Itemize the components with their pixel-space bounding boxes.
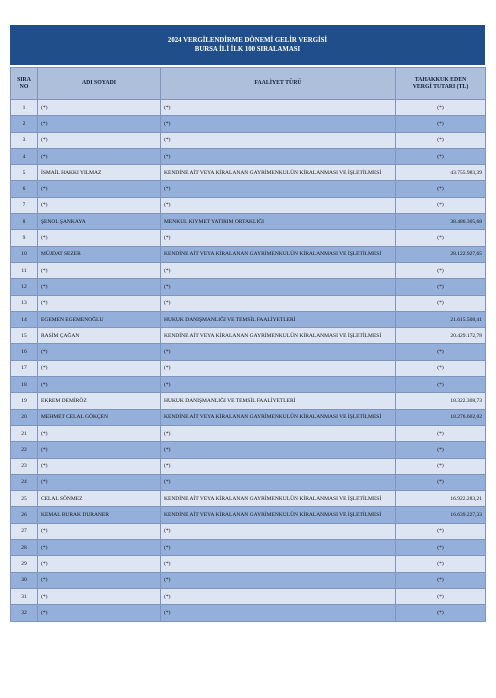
row-amount: (*)	[396, 181, 486, 197]
row-name: (*)	[38, 556, 161, 572]
row-activity: (*)	[161, 442, 396, 458]
row-number: 14	[11, 311, 38, 327]
row-number: 31	[11, 588, 38, 604]
row-number: 23	[11, 458, 38, 474]
row-number: 17	[11, 360, 38, 376]
row-name: (*)	[38, 148, 161, 164]
row-activity: HUKUK DANIŞMANLIĞI VE TEMSİL FAALİYETLERİ	[161, 393, 396, 409]
row-amount: 16.639.227,33	[396, 507, 486, 523]
table-row	[11, 214, 486, 230]
table-row	[11, 409, 486, 425]
title-line-1: 2024 VERGİLENDİRME DÖNEMİ GELİR VERGİSİ	[167, 37, 328, 44]
row-activity: KENDİNE AİT VEYA KİRALANAN GAYRİMENKULÜN KİRALANMASI VE İŞLETİLMESİ	[161, 409, 396, 425]
row-number: 28	[11, 540, 38, 556]
row-number: 22	[11, 442, 38, 458]
row-name: (*)	[38, 230, 161, 246]
row-number: 2	[11, 116, 38, 132]
row-number: 30	[11, 572, 38, 588]
row-activity: (*)	[161, 474, 396, 490]
row-number: 11	[11, 262, 38, 278]
row-amount: (*)	[396, 605, 486, 621]
row-name: (*)	[38, 540, 161, 556]
header-row	[11, 68, 486, 100]
table-row	[11, 197, 486, 213]
header-name: ADI SOYADI	[38, 68, 161, 100]
row-amount: (*)	[396, 458, 486, 474]
row-activity: (*)	[161, 377, 396, 393]
row-number: 9	[11, 230, 38, 246]
row-activity: (*)	[161, 458, 396, 474]
row-name: (*)	[38, 100, 161, 116]
row-amount: 18.276.602,02	[396, 409, 486, 425]
table-row	[11, 605, 486, 621]
row-activity: (*)	[161, 605, 396, 621]
row-activity: KENDİNE AİT VEYA KİRALANAN GAYRİMENKULÜN KİRALANMASI VE İŞLETİLMESİ	[161, 165, 396, 181]
row-name: (*)	[38, 377, 161, 393]
row-number: 5	[11, 165, 38, 181]
header-no-line-1: SIRA	[17, 76, 31, 83]
row-name: (*)	[38, 132, 161, 148]
row-activity: (*)	[161, 197, 396, 213]
row-name: (*)	[38, 279, 161, 295]
header-no	[11, 68, 38, 100]
row-activity: KENDİNE AİT VEYA KİRALANAN GAYRİMENKULÜN KİRALANMASI VE İŞLETİLMESİ	[161, 246, 396, 262]
table-row	[11, 507, 486, 523]
table-row	[11, 230, 486, 246]
table-row	[11, 523, 486, 539]
row-number: 3	[11, 132, 38, 148]
row-activity: KENDİNE AİT VEYA KİRALANAN GAYRİMENKULÜN KİRALANMASI VE İŞLETİLMESİ	[161, 507, 396, 523]
table-row	[11, 116, 486, 132]
row-name: (*)	[38, 588, 161, 604]
row-activity: (*)	[161, 116, 396, 132]
row-activity: (*)	[161, 425, 396, 441]
title-line-2: BURSA İLİ İLK 100 SIRALAMASI	[194, 46, 301, 53]
row-amount: 28.122.927,65	[396, 246, 486, 262]
row-amount: (*)	[396, 230, 486, 246]
row-name: (*)	[38, 605, 161, 621]
row-name: KEMAL BURAK DURANER	[38, 507, 161, 523]
row-amount: (*)	[396, 360, 486, 376]
row-activity: (*)	[161, 523, 396, 539]
row-number: 27	[11, 523, 38, 539]
table-row	[11, 148, 486, 164]
row-name: (*)	[38, 523, 161, 539]
table-row	[11, 262, 486, 278]
row-activity: MENKUL KIYMET YATIRIM ORTAKLIĞI	[161, 214, 396, 230]
table-body	[11, 100, 486, 622]
row-activity: (*)	[161, 279, 396, 295]
row-name: (*)	[38, 116, 161, 132]
row-amount: (*)	[396, 572, 486, 588]
row-activity: (*)	[161, 572, 396, 588]
row-amount: 21.615.508,41	[396, 311, 486, 327]
row-number: 32	[11, 605, 38, 621]
table-row	[11, 393, 486, 409]
row-number: 21	[11, 425, 38, 441]
row-amount: (*)	[396, 556, 486, 572]
row-name: MEHMET CELAL GÖKÇEN	[38, 409, 161, 425]
row-name: (*)	[38, 181, 161, 197]
row-number: 18	[11, 377, 38, 393]
table-row	[11, 474, 486, 490]
row-amount: 38.486.305,68	[396, 214, 486, 230]
row-name: İSMAİL HAKKI YILMAZ	[38, 165, 161, 181]
row-amount: (*)	[396, 540, 486, 556]
row-amount: (*)	[396, 523, 486, 539]
row-activity: (*)	[161, 230, 396, 246]
row-amount: (*)	[396, 100, 486, 116]
row-name: (*)	[38, 262, 161, 278]
row-name: ŞENOL ŞANKAYA	[38, 214, 161, 230]
header-no-line-2: NO	[19, 83, 29, 90]
row-amount: (*)	[396, 148, 486, 164]
table-row	[11, 246, 486, 262]
table-row	[11, 311, 486, 327]
header-amount-line-1: TAHAKKUK EDEN	[414, 76, 467, 83]
ranking-table	[10, 67, 486, 622]
row-activity: KENDİNE AİT VEYA KİRALANAN GAYRİMENKULÜN KİRALANMASI VE İŞLETİLMESİ	[161, 328, 396, 344]
table-row	[11, 588, 486, 604]
row-number: 16	[11, 344, 38, 360]
table-row	[11, 458, 486, 474]
row-number: 6	[11, 181, 38, 197]
row-name: (*)	[38, 344, 161, 360]
row-amount: (*)	[396, 262, 486, 278]
table-row	[11, 279, 486, 295]
row-activity: (*)	[161, 181, 396, 197]
table-row	[11, 100, 486, 116]
table-row	[11, 181, 486, 197]
table-row	[11, 540, 486, 556]
header-amount-line-2: VERGİ TUTARI (TL)	[412, 83, 469, 90]
row-number: 8	[11, 214, 38, 230]
row-name: CELAL SÖNMEZ	[38, 491, 161, 507]
table-row	[11, 491, 486, 507]
row-activity: (*)	[161, 556, 396, 572]
row-number: 19	[11, 393, 38, 409]
row-amount: (*)	[396, 295, 486, 311]
row-number: 25	[11, 491, 38, 507]
row-activity: (*)	[161, 540, 396, 556]
row-name: EGEMEN EGEMENOĞLU	[38, 311, 161, 327]
table-title	[10, 25, 485, 65]
row-activity: (*)	[161, 344, 396, 360]
row-amount: (*)	[396, 377, 486, 393]
row-name: (*)	[38, 197, 161, 213]
row-activity: (*)	[161, 148, 396, 164]
row-name: (*)	[38, 458, 161, 474]
row-activity: HUKUK DANIŞMANLIĞI VE TEMSİL FAALİYETLERİ	[161, 311, 396, 327]
table-row	[11, 295, 486, 311]
row-number: 7	[11, 197, 38, 213]
row-number: 12	[11, 279, 38, 295]
row-number: 26	[11, 507, 38, 523]
table-row	[11, 344, 486, 360]
row-name: (*)	[38, 425, 161, 441]
row-name: (*)	[38, 360, 161, 376]
row-amount: (*)	[396, 474, 486, 490]
row-activity: KENDİNE AİT VEYA KİRALANAN GAYRİMENKULÜN KİRALANMASI VE İŞLETİLMESİ	[161, 491, 396, 507]
table-row	[11, 360, 486, 376]
row-number: 15	[11, 328, 38, 344]
row-activity: (*)	[161, 295, 396, 311]
row-number: 13	[11, 295, 38, 311]
row-number: 29	[11, 556, 38, 572]
table-row	[11, 556, 486, 572]
table-row	[11, 442, 486, 458]
row-name: MÜJDAT SEZER	[38, 246, 161, 262]
row-amount: (*)	[396, 344, 486, 360]
row-activity: (*)	[161, 100, 396, 116]
row-amount: 18.322.308,73	[396, 393, 486, 409]
row-number: 24	[11, 474, 38, 490]
row-amount: 16.922.283,21	[396, 491, 486, 507]
row-activity: (*)	[161, 588, 396, 604]
row-number: 4	[11, 148, 38, 164]
header-activity: FAALİYET TÜRÜ	[161, 68, 396, 100]
row-amount: 43.755.983,39	[396, 165, 486, 181]
row-name: (*)	[38, 572, 161, 588]
row-number: 10	[11, 246, 38, 262]
row-amount: (*)	[396, 132, 486, 148]
row-number: 1	[11, 100, 38, 116]
row-name: (*)	[38, 442, 161, 458]
table-row	[11, 572, 486, 588]
row-name: EKREM DEMİRÖZ	[38, 393, 161, 409]
table-row	[11, 328, 486, 344]
row-amount: (*)	[396, 442, 486, 458]
row-amount: (*)	[396, 197, 486, 213]
table-row	[11, 132, 486, 148]
row-name: (*)	[38, 295, 161, 311]
row-amount: (*)	[396, 116, 486, 132]
table-row	[11, 425, 486, 441]
row-activity: (*)	[161, 262, 396, 278]
header-amount	[396, 68, 486, 100]
row-amount: 20.429.172,78	[396, 328, 486, 344]
row-amount: (*)	[396, 588, 486, 604]
row-name: RASİM ÇAĞAN	[38, 328, 161, 344]
row-number: 20	[11, 409, 38, 425]
row-name: (*)	[38, 474, 161, 490]
row-amount: (*)	[396, 425, 486, 441]
row-amount: (*)	[396, 279, 486, 295]
table-row	[11, 165, 486, 181]
row-activity: (*)	[161, 132, 396, 148]
table-row	[11, 377, 486, 393]
row-activity: (*)	[161, 360, 396, 376]
